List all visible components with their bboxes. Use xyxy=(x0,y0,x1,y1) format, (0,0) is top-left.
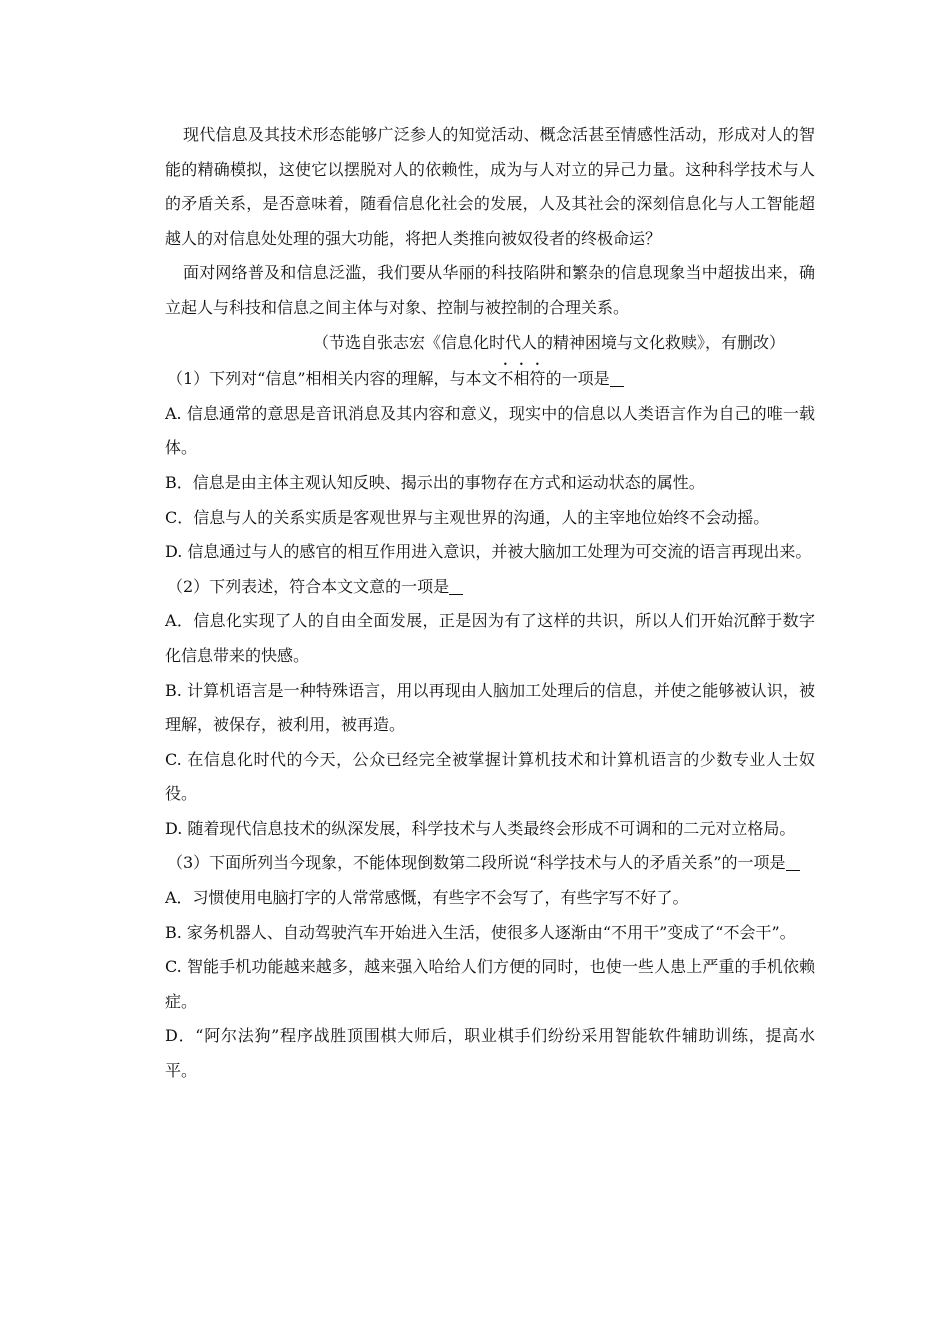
answer-blank xyxy=(786,854,800,871)
question-2 xyxy=(165,570,815,847)
passage-paragraph-1: 现代信息及其技术形态能够广泛参人的知觉活动、概念活甚至情感性活动，形成对人的智能的精确模拟，这使它以摆脱对人的依赖性，成为与人对立的异己力量。这种科学技术与人的矛盾关系，是否意味着，随看信息化社会的发展，人及其社会的深刻信息化与人工智能超越人的对信息处处理的强大功能，将把人类推向被奴役者的终极命运？ xyxy=(165,125,815,248)
question-3-option-d: D．“阿尔法狗”程序战胜顶围棋大师后，职业棋手们纷纷采用智能软件辅助训练，提高水平。 xyxy=(165,1026,815,1081)
document-page xyxy=(165,118,815,1089)
question-3 xyxy=(165,846,815,1088)
answer-blank xyxy=(610,370,624,387)
question-2-option-c: C. 在信息化时代的今天，公众已经完全被掌握计算机技术和计算机语言的少数专业人士奴役。 xyxy=(165,749,815,804)
question-3-stem xyxy=(165,846,815,881)
question-1-option-a: A. 信息通常的意思是音讯消息及其内容和意义，现实中的信息以人类语言作为自己的唯一载体。 xyxy=(165,403,815,458)
question-1-option-d: D. 信息通过与人的感官的相互作用进入意识，并被大脑加工处理为可交流的语言再现出来。 xyxy=(165,542,812,562)
question-2-option-b: B. 计算机语言是一种特殊语言，用以再现由人脑加工处理后的信息，并使之能够被认识，被理解，被保存，被利用，被再造。 xyxy=(165,680,815,735)
passage-paragraph-2: 面对网络普及和信息泛滥，我们要从华丽的科技陷阱和繁杂的信息现象当中超拔出来，确立起人与科技和信息之间主体与对象、控制与被控制的合理关系。 xyxy=(165,263,815,317)
question-1-emphasis: 不相符 xyxy=(497,369,546,389)
question-1-option-b: B．信息是由主体主观认知反映、揭示出的事物存在方式和运动状态的属性。 xyxy=(165,472,705,492)
answer-blank xyxy=(449,578,463,595)
question-1-stem-text: （1）下列对“信息”相相关内容的理解，与本文 xyxy=(167,369,498,389)
question-2-option-a: A．信息化实现了人的自由全面发展，正是因为有了这样的共识，所以人们开始沉醉于数字化信息带来的快感。 xyxy=(165,611,815,665)
question-1 xyxy=(165,360,815,570)
question-1-option-c: C．信息与人的关系实质是客观世界与主观世界的沟通，人的主宰地位始终不会动摇。 xyxy=(165,507,770,527)
question-1-stem-tail: 的一项是 xyxy=(545,369,610,389)
question-1-stem xyxy=(165,360,815,397)
question-2-stem-text: （2）下列表述，符合本文文意的一项是 xyxy=(167,576,450,596)
passage-source: （节选自张志宏《信息化时代人的精神困境与文化救赎》，有删改） xyxy=(313,332,786,352)
question-2-option-d: D. 随着现代信息技术的纵深发展，科学技术与人类最终会形成不可调和的二元对立格局。 xyxy=(165,818,796,838)
question-3-option-a: A．习惯使用电脑打字的人常常感慨，有些字不会写了，有些字写不好了。 xyxy=(165,888,689,908)
question-2-stem xyxy=(165,570,815,605)
question-3-stem-text: （3）下面所列当今现象，不能体现倒数第二段所说“科学技术与人的矛盾关系”的一项是 xyxy=(167,853,786,873)
question-3-option-b: B. 家务机器人、自动驾驶汽车开始进入生活，使很多人逐渐由“不用干”变成了“不会干”。 xyxy=(165,922,796,942)
question-3-option-c: C. 智能手机功能越来越多，越来强入哈给人们方便的同时，也使一些人患上严重的手机依赖症。 xyxy=(165,957,815,1011)
